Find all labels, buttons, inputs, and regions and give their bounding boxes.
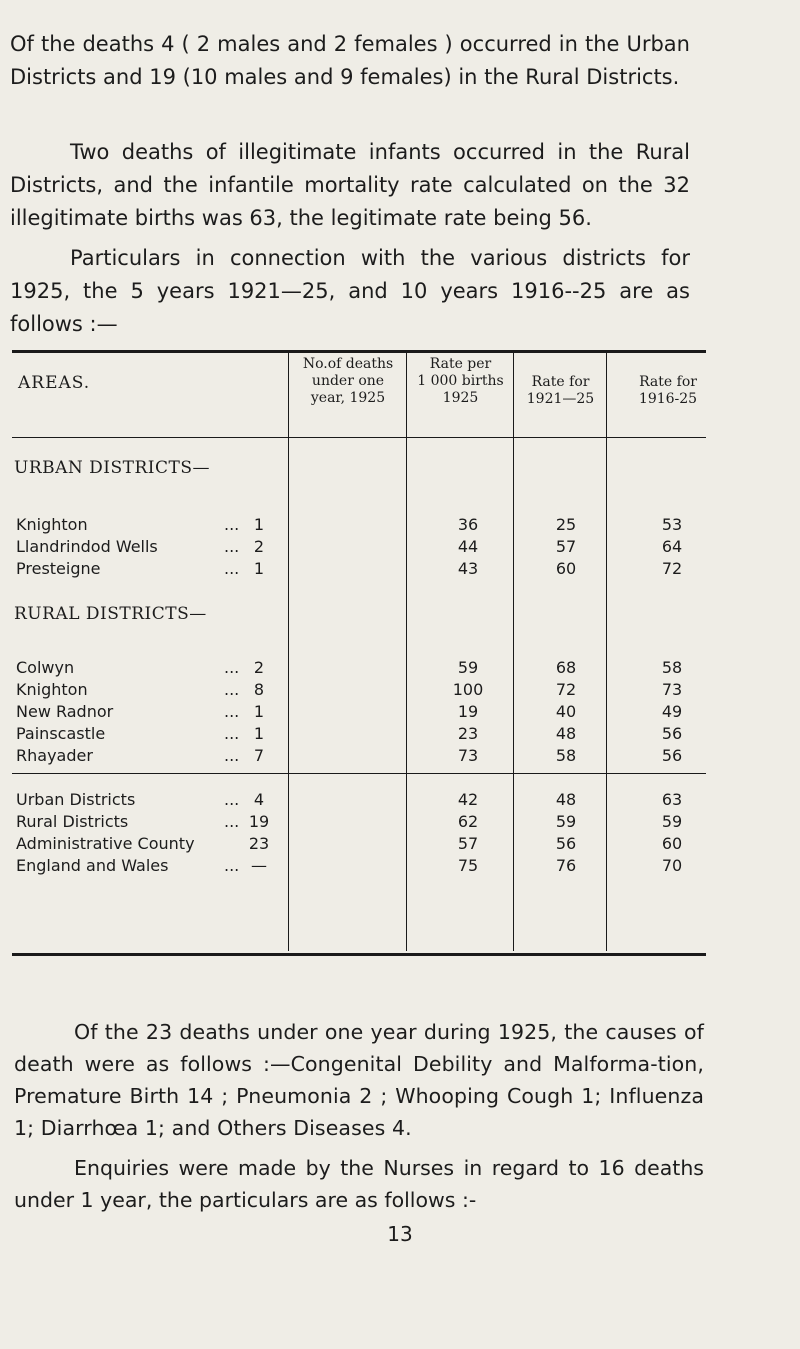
cell-rate1625: 58: [661, 658, 683, 677]
table-row: [0, 537, 800, 559]
cell-rate1925: 23: [457, 724, 479, 743]
cell-rate1625: 56: [661, 724, 683, 743]
cell-deaths: 4: [253, 790, 265, 809]
cell-rate1925: 57: [457, 834, 479, 853]
district-name: Administrative County: [16, 834, 195, 853]
table-row: [0, 746, 800, 768]
cell-deaths: 1: [253, 559, 265, 578]
leader-dots: ...: [224, 680, 240, 699]
cell-rate2125: 76: [555, 856, 577, 875]
cell-rate2125: 60: [555, 559, 577, 578]
rate-1925-header: Rate per 1 000 births 1925: [417, 356, 504, 406]
rate-1921-header: Rate for 1921—25: [526, 374, 595, 407]
summary-divider: [12, 773, 706, 774]
table-row: [0, 702, 800, 724]
district-name: Urban Districts: [16, 790, 136, 809]
cell-rate2125: 48: [555, 790, 577, 809]
cell-rate1625: 72: [661, 559, 683, 578]
cell-rate2125: 68: [555, 658, 577, 677]
cell-rate1625: 60: [661, 834, 683, 853]
cell-deaths: 23: [248, 834, 270, 853]
cell-rate1925: 75: [457, 856, 479, 875]
cell-deaths: 19: [248, 812, 270, 831]
table-row: [0, 515, 800, 537]
cell-deaths: —: [251, 856, 267, 875]
cell-rate1625: 64: [661, 537, 683, 556]
cell-deaths: 1: [253, 702, 265, 721]
cell-rate2125: 40: [555, 702, 577, 721]
cell-deaths: 7: [253, 746, 265, 765]
cell-rate1625: 53: [661, 515, 683, 534]
cell-rate2125: 57: [555, 537, 577, 556]
areas-header: AREAS.: [18, 373, 91, 393]
cell-rate2125: 59: [555, 812, 577, 831]
table-row: [0, 856, 800, 878]
cell-rate2125: 48: [555, 724, 577, 743]
leader-dots: ...: [224, 790, 240, 809]
cell-rate1625: 59: [661, 812, 683, 831]
causes-paragraph: Of the 23 deaths under one year during 1925, the causes of death were as follows :—Congenital Debility and Malforma-tion, Premature Birth 14 ; Pneumonia 2 ; Whooping Cough 1; Influenza 1; Diarrhœa 1; and Others Diseases 4.: [14, 1020, 704, 1140]
leader-dots: ...: [224, 537, 240, 556]
table-bottom-rule: [12, 953, 706, 956]
intro-paragraph: Of the deaths 4 ( 2 males and 2 females ) occurred in the Urban Districts and 19 (10 males and 9 females) in the Rural Districts.: [10, 32, 690, 89]
cell-rate1925: 36: [457, 515, 479, 534]
cell-deaths: 8: [253, 680, 265, 699]
illegitimate-paragraph: Two deaths of illegitimate infants occurred in the Rural Districts, and the infantile mortality rate calculated on the 32 illegitimate births was 63, the legitimate rate being 56.: [10, 140, 690, 230]
district-name: Rural Districts: [16, 812, 129, 831]
district-name: Rhayader: [16, 746, 93, 765]
particulars-paragraph: Particulars in connection with the various districts for 1925, the 5 years 1921—25, and 10 years 1916--25 are as follows :—: [10, 246, 690, 336]
cell-rate2125: 56: [555, 834, 577, 853]
rate-1916-header: Rate for 1916-25: [638, 374, 698, 407]
leader-dots: ...: [224, 658, 240, 677]
district-name: Llandrindod Wells: [16, 537, 158, 556]
cell-rate1625: 63: [661, 790, 683, 809]
leader-dots: ...: [224, 856, 240, 875]
cell-rate1925: 42: [457, 790, 479, 809]
cell-rate2125: 72: [555, 680, 577, 699]
cell-rate2125: 25: [555, 515, 577, 534]
table-row: [0, 680, 800, 702]
table-row: [0, 559, 800, 581]
cell-rate1625: 73: [661, 680, 683, 699]
table-row: [0, 834, 800, 856]
table-row: [0, 724, 800, 746]
table-row: [0, 790, 800, 812]
cell-deaths: 2: [253, 658, 265, 677]
leader-dots: ...: [224, 702, 240, 721]
cell-rate1925: 44: [457, 537, 479, 556]
cell-rate2125: 58: [555, 746, 577, 765]
urban-section-label: URBAN DISTRICTS—: [14, 458, 211, 478]
leader-dots: ...: [224, 812, 240, 831]
district-name: England and Wales: [16, 856, 169, 875]
table-row: [0, 812, 800, 834]
leader-dots: ...: [224, 724, 240, 743]
table-top-rule: [12, 350, 706, 353]
district-name: Painscastle: [16, 724, 106, 743]
cell-rate1925: 62: [457, 812, 479, 831]
cell-rate1625: 56: [661, 746, 683, 765]
district-name: Presteigne: [16, 559, 101, 578]
cell-deaths: 2: [253, 537, 265, 556]
district-name: New Radnor: [16, 702, 114, 721]
cell-rate1625: 49: [661, 702, 683, 721]
cell-deaths: 1: [253, 724, 265, 743]
table-row: [0, 658, 800, 680]
district-name: Colwyn: [16, 658, 75, 677]
cell-deaths: 1: [253, 515, 265, 534]
enquiries-paragraph: Enquiries were made by the Nurses in regard to 16 deaths under 1 year, the particulars are as follows :-: [14, 1156, 704, 1212]
page-number: 13: [387, 1222, 413, 1246]
rural-section-label: RURAL DISTRICTS—: [14, 604, 207, 624]
cell-rate1925: 73: [457, 746, 479, 765]
cell-rate1925: 43: [457, 559, 479, 578]
cell-rate1925: 19: [457, 702, 479, 721]
cell-rate1925: 59: [457, 658, 479, 677]
leader-dots: ...: [224, 746, 240, 765]
header-bottom-rule: [12, 437, 706, 438]
district-name: Knighton: [16, 515, 88, 534]
cell-rate1625: 70: [661, 856, 683, 875]
cell-rate1925: 100: [452, 680, 484, 699]
district-name: Knighton: [16, 680, 88, 699]
leader-dots: ...: [224, 559, 240, 578]
leader-dots: ...: [224, 515, 240, 534]
deaths-header: No.of deaths under one year, 1925: [302, 356, 394, 406]
